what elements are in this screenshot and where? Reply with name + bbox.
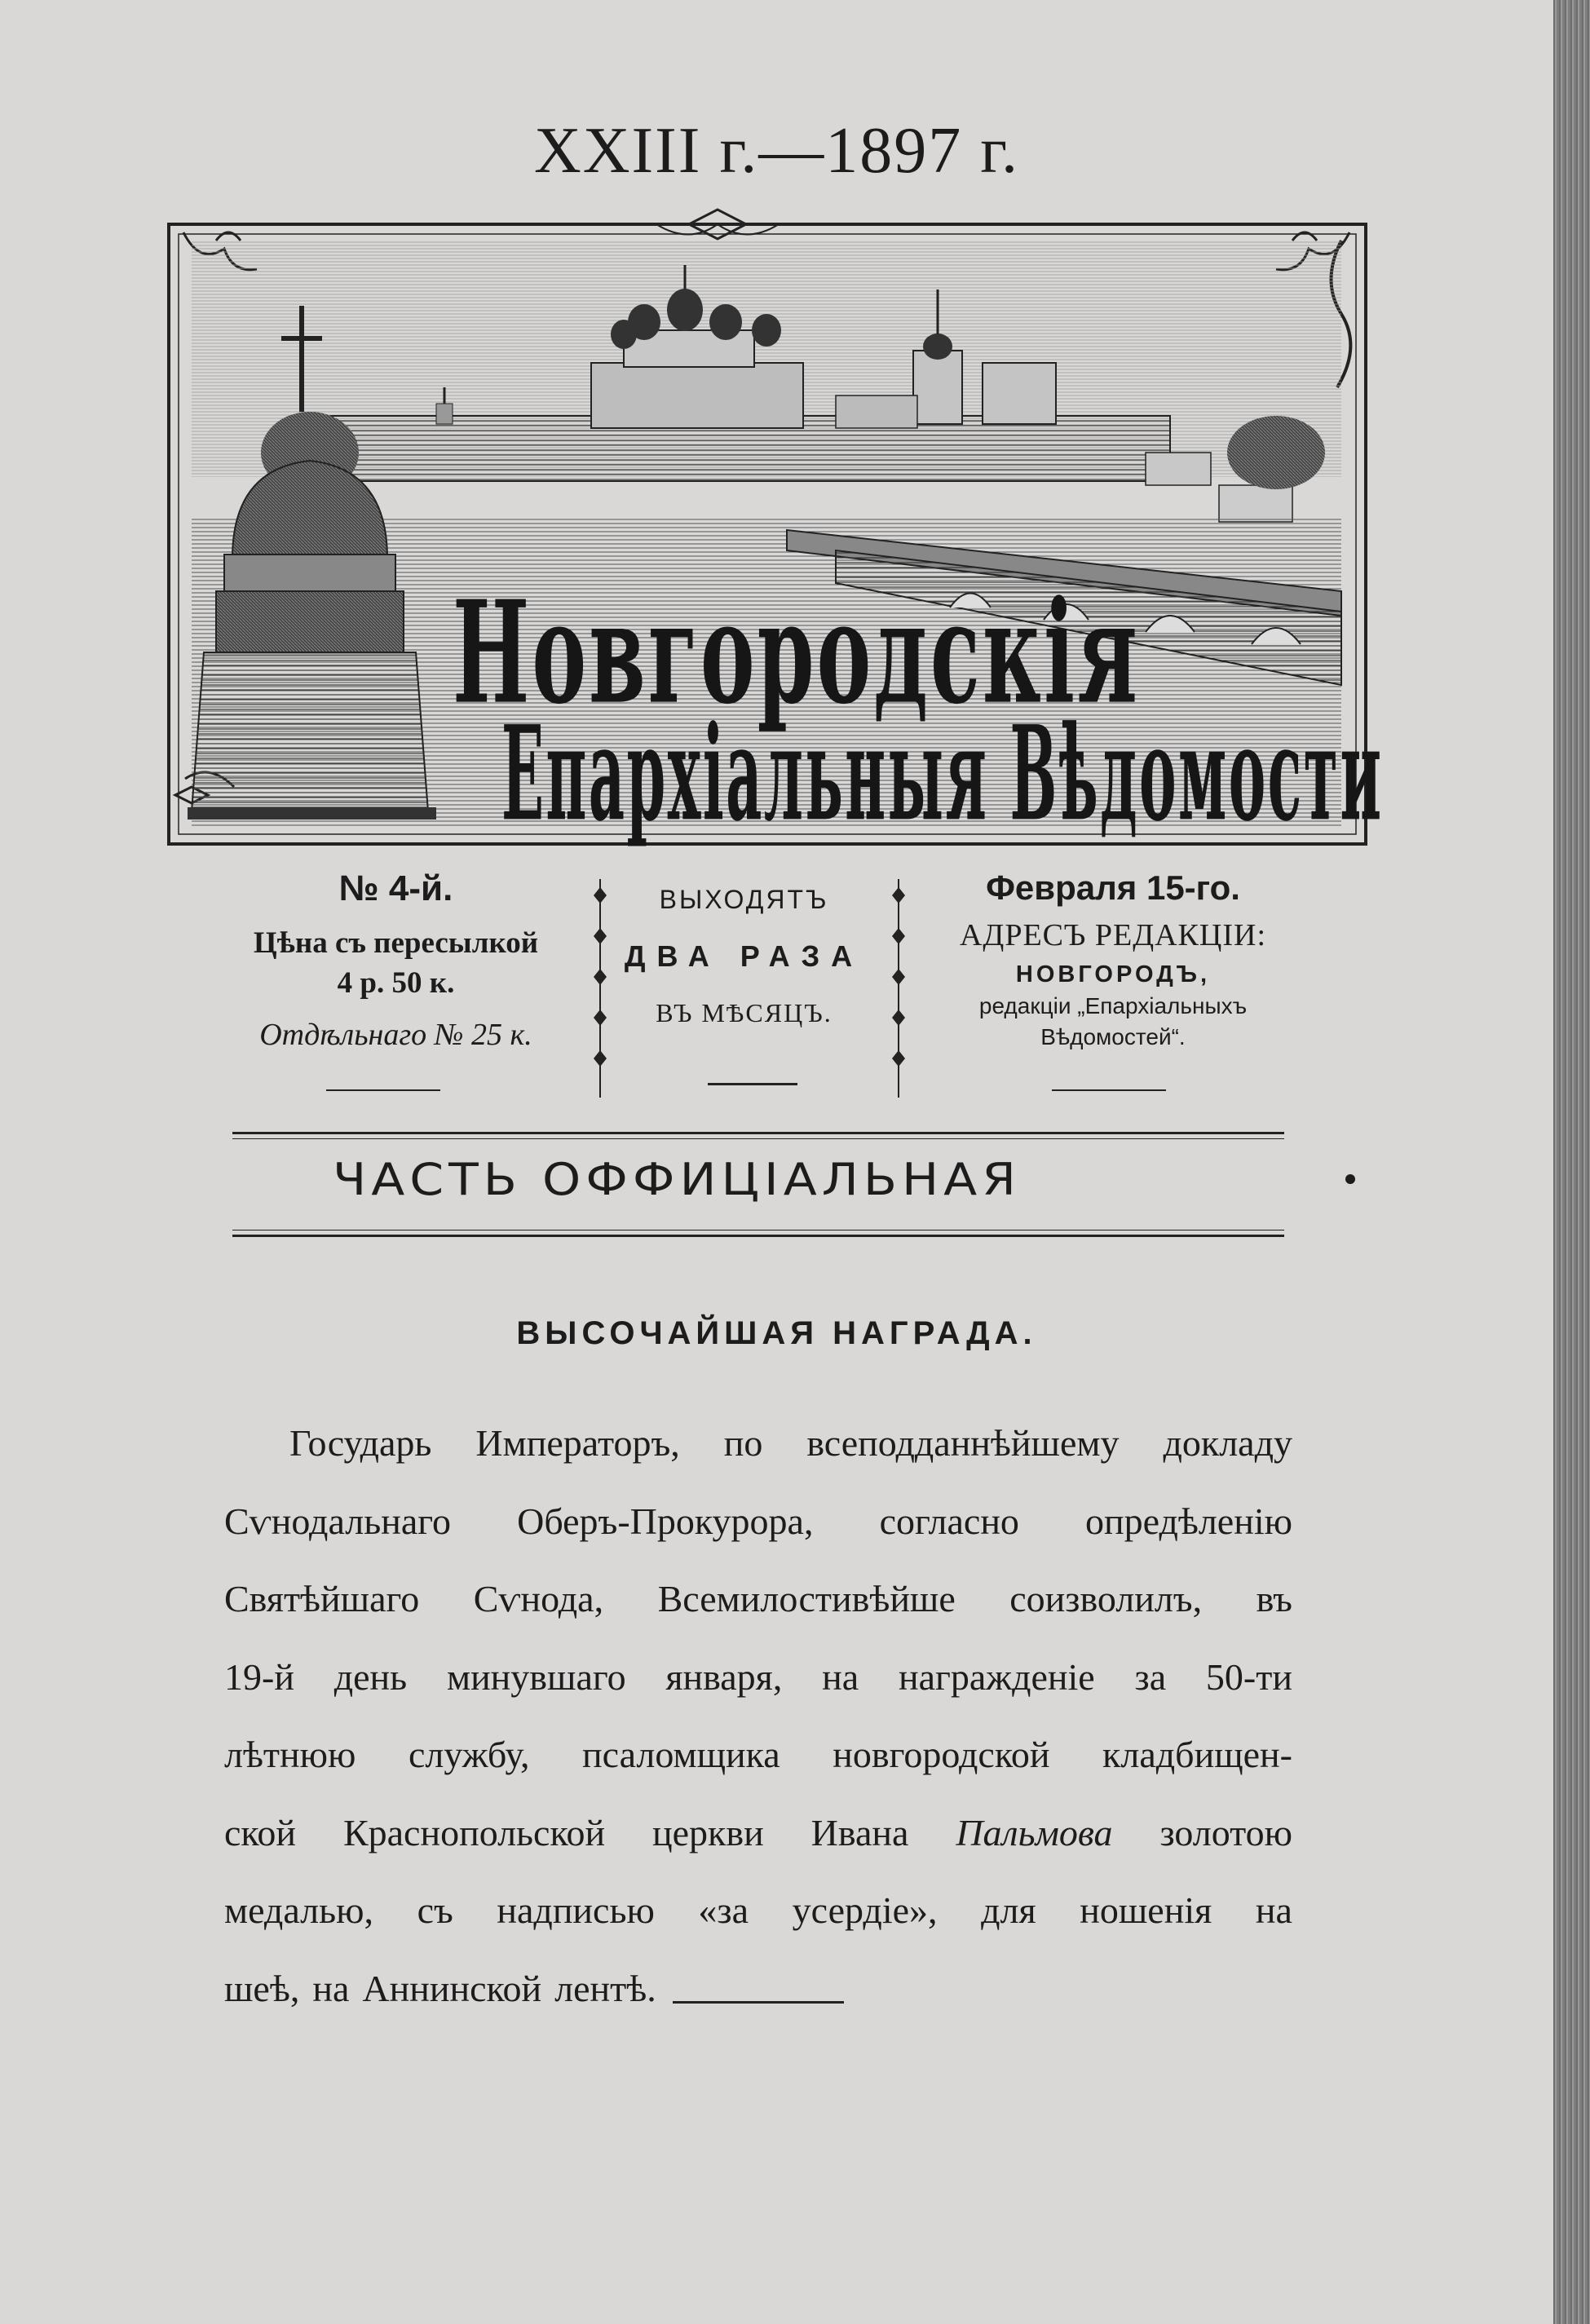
word: лѣтнюю: [224, 1734, 356, 1775]
word: усердіе»,: [792, 1889, 938, 1931]
word: Императоръ,: [475, 1422, 680, 1464]
dot-mark: [1345, 1174, 1355, 1184]
surname-emphasis: Пальмова: [956, 1811, 1113, 1853]
address-heading: АДРЕСЪ РЕДАКЦІИ:: [959, 918, 1267, 952]
vertical-ornament-right: [887, 879, 910, 1098]
masthead-title-line2: Епархіальныя Вѣдомости: [501, 697, 1384, 851]
word: Святѣйшаго: [224, 1578, 420, 1619]
text-line: [224, 1404, 1292, 1482]
word: Сѵнодальнаго: [224, 1500, 451, 1542]
word: согласно: [879, 1500, 1019, 1542]
word: шеѣ,: [224, 1967, 300, 2009]
word: Оберъ-Прокурора,: [517, 1500, 814, 1542]
word: «за: [698, 1889, 749, 1931]
word: опредѣленію: [1085, 1500, 1292, 1542]
word: на: [1255, 1889, 1292, 1931]
frequency-column: [603, 885, 885, 1028]
book-page-edge: [1553, 0, 1590, 2324]
word: соизволилъ,: [1009, 1578, 1203, 1619]
article-heading: ВЫСОЧАЙШАЯ НАГРАДА.: [516, 1315, 1037, 1351]
word: по: [723, 1422, 763, 1464]
word: службу,: [408, 1734, 530, 1775]
word: надписью: [497, 1889, 655, 1931]
price-value: 4 р. 50 к.: [337, 966, 455, 1000]
issue-number: № 4-й.: [338, 868, 453, 908]
single-issue-price: Отдѣльнаго № 25 к.: [259, 1018, 532, 1052]
word: 19-й: [224, 1655, 294, 1698]
word: Аннинской: [362, 1967, 542, 2009]
end-rule: [673, 2001, 844, 2004]
issue-date: Февраля 15-го.: [986, 868, 1240, 907]
word: для: [981, 1889, 1036, 1931]
section-title: ЧАСТЬ ОФФИЦІАЛЬНАЯ: [333, 1154, 1021, 1206]
word: Государь: [289, 1422, 432, 1464]
word: новгородской: [833, 1734, 1050, 1775]
text-line: [224, 1638, 1292, 1716]
word: Всемилостивѣйше: [657, 1578, 956, 1619]
word: января,: [665, 1655, 783, 1698]
word: кладбищен-: [1102, 1734, 1292, 1775]
address-line1: редакціи „Епархіальныхъ: [978, 993, 1248, 1018]
word: минувшаго: [446, 1655, 626, 1698]
word: ской: [224, 1811, 297, 1853]
text-line: [224, 1871, 1292, 1950]
word: лентѣ.: [554, 1967, 656, 2009]
word: псаломщика: [582, 1734, 780, 1775]
word: Краснопольской: [342, 1811, 606, 1853]
word: на: [822, 1655, 859, 1698]
word: въ: [1256, 1578, 1292, 1619]
word: всеподданнѣйшему: [806, 1422, 1120, 1464]
word: на: [312, 1967, 350, 2009]
word: съ: [417, 1889, 453, 1931]
divider: [326, 1089, 440, 1091]
text-line: [224, 1482, 1292, 1561]
address-line2: Вѣдомостей“.: [1040, 1024, 1186, 1049]
word: за: [1134, 1655, 1167, 1698]
text-line: [224, 1950, 1292, 2028]
section-rule-bottom: [232, 1235, 1284, 1237]
word: награжденіе: [898, 1655, 1095, 1698]
word: докладу: [1163, 1422, 1292, 1464]
divider: [1052, 1089, 1166, 1091]
divider: [708, 1083, 797, 1085]
year-line: XXIII г.—1897 г.: [533, 115, 1020, 187]
masthead-title-line1: Новгородскія: [453, 571, 1141, 736]
word: день: [333, 1655, 408, 1698]
text-line: [224, 1560, 1292, 1638]
word: ношенія: [1080, 1889, 1212, 1931]
text-line: [224, 1794, 1292, 1872]
section-rule-top-thin: [232, 1138, 1284, 1139]
date-address-column: [913, 868, 1313, 1050]
text-line: [224, 1716, 1292, 1794]
price-label: Цѣна съ пересылкой: [253, 926, 539, 960]
address-city: НОВГОРОДЪ,: [1015, 961, 1211, 987]
frequency-mid: ДВА РАЗА: [624, 939, 864, 973]
issue-price-column: [210, 868, 581, 1053]
word: Сѵнода,: [473, 1578, 604, 1619]
frequency-bottom: ВЪ МѢСЯЦЪ.: [656, 998, 833, 1027]
word: 50-ти: [1205, 1655, 1292, 1698]
word: церкви: [651, 1811, 764, 1853]
section-rule-top: [232, 1132, 1284, 1134]
frequency-top: ВЫХОДЯТЪ: [659, 885, 829, 914]
word: золотою: [1159, 1811, 1292, 1853]
word: Ивана: [810, 1811, 909, 1853]
article-body: [224, 1404, 1292, 2027]
word: медалью,: [224, 1889, 373, 1931]
